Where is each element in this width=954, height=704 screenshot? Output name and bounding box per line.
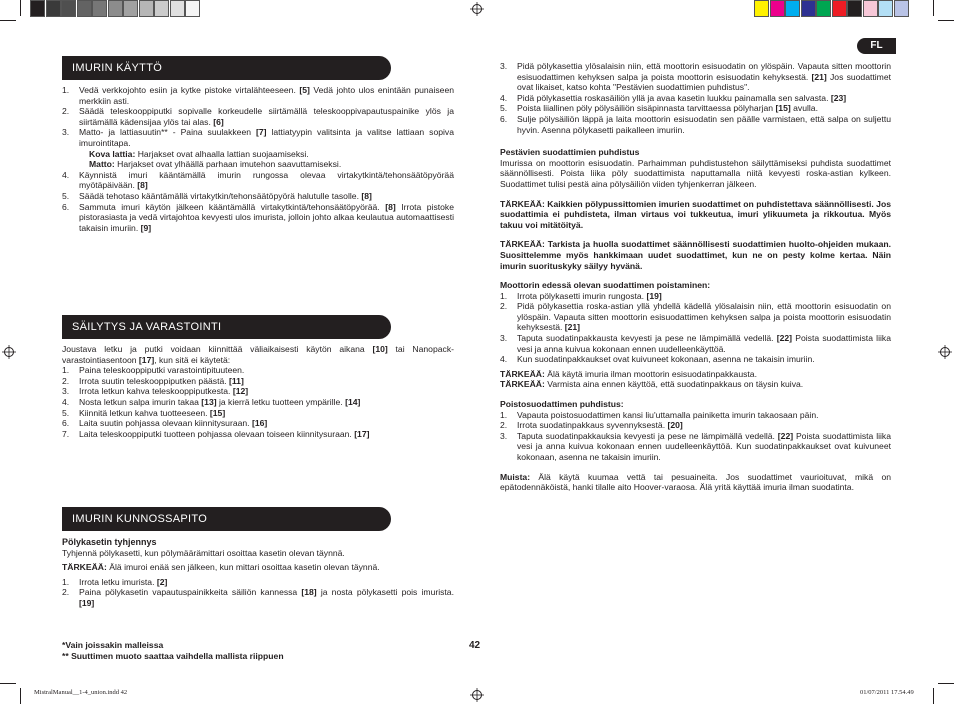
color-swatch bbox=[139, 0, 154, 17]
subheading: Moottorin edessä olevan suodattimen poistaminen: bbox=[500, 280, 711, 291]
usage-section bbox=[62, 85, 454, 233]
color-swatch bbox=[61, 0, 76, 17]
color-swatch bbox=[170, 0, 185, 17]
color-swatch bbox=[92, 0, 107, 17]
note-text: Muista: Älä käytä kuumaa vettä tai pesuaineita. Jos suodattimet vaurioituvat, mikä on epätodennäköistä, hanki tilalle aito Hoover-varaosa. Älä yritä käyttää imuria ilman suodatinta. bbox=[500, 471, 891, 493]
footnote: ** Suuttimen muoto saattaa vaihdella mallista riippuen bbox=[62, 650, 284, 661]
list-item: 4. Nosta letkun salpa imurin takaa [13] ja kierrä letku tuotteen ympärille. [14] bbox=[62, 396, 361, 407]
list-item: 1. Paina teleskooppiputki varastointipituuteen. bbox=[62, 365, 245, 376]
crop-mark bbox=[938, 20, 954, 21]
crop-mark bbox=[20, 688, 21, 704]
list-item: 5. Kiinnitä letkun kahva tuotteeseen. [15] bbox=[62, 407, 226, 418]
crop-mark bbox=[938, 683, 954, 684]
list-item: 2. Irrota suodatinpakkaus syvennyksestä. [20] bbox=[500, 420, 683, 431]
color-swatch bbox=[894, 0, 909, 17]
list-item: 2. Säädä teleskooppiputki sopivalle korkeudelle siirtämällä teleskooppivapautuspainike ylös ja siirtämällä kädensijaa ylös tai alas. [6] bbox=[62, 106, 454, 127]
color-swatch bbox=[30, 0, 45, 17]
color-swatch bbox=[754, 0, 769, 17]
list-item: 6. Sammuta imuri käytön jälkeen kääntämällä virtakytkintä/tehonsäätöpyörää. [8] Irrota pistoke pistorasiasta ja vedä virtajohtoa kevyesti ulos imurista, jolloin johto alkaa keulautua automaattisesti takaisin imuriin. [9] bbox=[62, 201, 455, 233]
section-header-maintenance: IMURIN KUNNOSSAPITO bbox=[62, 507, 391, 531]
section-header-storage: SÄILYTYS JA VARASTOINTI bbox=[62, 315, 391, 339]
footnotes bbox=[62, 640, 382, 661]
color-swatch bbox=[816, 0, 831, 17]
list-item: 3. Taputa suodatinpakkauksia kevyesti ja pese ne lämpimällä vedellä. [22] Poista suodattimista liika vesi ja anna kuivua kokonaan ennen uudelleenkäyttöä. Kun suodatinpakkaukset ovat kuivuneet kokonaan, asenna ne takaisin imuriin. bbox=[500, 430, 891, 462]
registration-mark-icon bbox=[470, 2, 484, 16]
list-item: 4. Pidä pölykasettia roskasäiliön yllä ja avaa kasetin luukku painamalla sen salvasta. [23] bbox=[500, 92, 847, 103]
crop-mark bbox=[933, 688, 934, 704]
color-swatch bbox=[863, 0, 878, 17]
important-text: TÄRKEÄÄ: Tarkista ja huolla suodattimet säännöllisesti suodattimien huolto-ohjeiden mukaan. Suosittelemme myös hankkimaan uudet suodattimet, kun ne on pesty kolme kertaa. Näin imurin suorituskyky säilyy hyvänä. bbox=[500, 239, 891, 271]
storage-section bbox=[62, 344, 454, 439]
intro-text: Joustava letku ja putki voidaan kiinnittää väliaikaisesti käytön aikana [10] tai Nanopack-varastointiasentoon [17], kun sitä ei käytetä: bbox=[62, 344, 454, 365]
color-swatch bbox=[108, 0, 123, 17]
date-slug: 01/07/2011 17.54.49 bbox=[860, 689, 914, 696]
crop-mark bbox=[933, 0, 934, 16]
sub-item: Matto: Harjakset ovat ylhäällä parhaan imutehon saavuttamiseksi. bbox=[89, 159, 342, 170]
crop-mark bbox=[20, 0, 21, 16]
list-item: 5. Säädä tehotaso kääntämällä virtakytkin/tehonsäätöpyörä halutulle tasolle. [8] bbox=[62, 190, 372, 201]
page-number: 42 bbox=[469, 640, 481, 651]
color-swatch bbox=[801, 0, 816, 17]
subheading: Pestävien suodattimien puhdistus bbox=[500, 147, 640, 158]
list-item: 3. Matto- ja lattiasuutin** - Paina suulakkeen [7] lattiatyypin valitsinta ja valitse lattiaan sopiva imurointitapa. bbox=[62, 127, 454, 148]
footnote: *Vain joissakin malleissa bbox=[62, 640, 164, 650]
right-column bbox=[500, 61, 891, 493]
color-swatch bbox=[878, 0, 893, 17]
crop-mark bbox=[0, 683, 16, 684]
list-item: 2. Irrota suutin teleskooppiputken päästä. [11] bbox=[62, 375, 244, 386]
color-swatch bbox=[46, 0, 61, 17]
list-item: 6. Laita suutin pohjassa olevaan kiinnitysuraan. [16] bbox=[62, 418, 268, 429]
color-swatch bbox=[154, 0, 169, 17]
important-text: TÄRKEÄÄ: Kaikkien pölypussittomien imurien suodattimet on puhdistettava säännöllisesti. Jos suodattimia ei puhdisteta, ilman virtaus voi tukkeutua, imuri ylikuumeta ja rikkoutua. Myös takuu voi mitätöityä. bbox=[500, 198, 891, 230]
color-swatch bbox=[77, 0, 92, 17]
color-swatch bbox=[785, 0, 800, 17]
subheading: Poistosuodattimen puhdistus: bbox=[500, 399, 624, 410]
color-swatch bbox=[847, 0, 862, 17]
list-item: 1. Irrota pölykasetti imurin rungosta. [19] bbox=[500, 290, 662, 301]
list-item: 2. Pidä pölykasettia roska-astian yllä yhdellä kädellä ylösalaisin niin, että moottorin esisuodatin on ylöspäin. Vapauta sitten moottorin esisuodattimen kehyksen salpa ja poista moottorin esisuodatin kehyksestä. [21] bbox=[500, 301, 891, 333]
color-swatch bbox=[185, 0, 200, 17]
list-item: 2. Paina pölykasetin vapautuspainikkeita säiliön kannessa [18] ja nosta pölykasetti pois imurista. [19] bbox=[62, 587, 454, 608]
list-item: 1. Irrota letku imurista. [2] bbox=[62, 576, 168, 587]
sub-item: Kova lattia: Harjakset ovat alhaalla lattian suojaamiseksi. bbox=[89, 148, 309, 159]
list-item: 3. Taputa suodatinpakkausta kevyesti ja pese ne lämpimällä vedellä. [22] Poista suodattimista liika vesi ja anna kuivua kokonaan ennen uudelleenkäyttöä. bbox=[500, 333, 891, 354]
list-item: 7. Laita teleskooppiputki tuotteen pohjassa olevaan toiseen kiinnitysuraan. [17] bbox=[62, 428, 370, 439]
list-item: 5. Poista liiallinen pöly pölysäiliön sisäpinnasta tarvittaessa pölyharjan [15] avulla. bbox=[500, 103, 818, 114]
warning-text: TÄRKEÄÄ: Älä imuroi enää sen jälkeen, kun mittari osoittaa kasetin olevan täynnä. bbox=[62, 562, 380, 573]
list-item: 1. Vedä verkkojohto esiin ja kytke pistoke virtalähteeseen. [5] Vedä johto ulos enintään punaiseen merkkiin asti. bbox=[62, 85, 454, 106]
subheading: Pölykasetin tyhjennys bbox=[62, 537, 157, 547]
body-text: Tyhjennä pölykasetti, kun pölymäärämittari osoittaa kasetin olevan täynnä. bbox=[62, 547, 345, 558]
list-item: 3. Pidä pölykasettia ylösalaisin niin, että moottorin esisuodatin on ylöspäin. Vapauta sitten moottorin esisuodattimen kehyksen salpa ja poista moottorin esisuodatin kehyksestä. [21] Jos suodattimet ovat likaiset, katso kohta "Pestävien suodattimien puhdistus". bbox=[500, 61, 891, 93]
registration-mark-icon bbox=[2, 345, 16, 359]
list-item: 1. Vapauta poistosuodattimen kansi liu'uttamalla painiketta imurin takaosaan päin. bbox=[500, 409, 819, 420]
color-swatch bbox=[832, 0, 847, 17]
list-item: 3. Irrota letkun kahva teleskooppiputkesta. [12] bbox=[62, 386, 249, 397]
body-text: Imurissa on moottorin esisuodatin. Parhaimman puhdistustehon säilyttämiseksi puhdista suodattimet säännöllisesti. Poista liika pöly suodattimista naputtamalla niitä kevyesti roska-astian kylkeen. Suodattimet tulisi pestä aina pölysäiliön viiden tyhjenkerran jälkeen. bbox=[500, 157, 891, 189]
section-header-usage: IMURIN KÄYTTÖ bbox=[62, 56, 391, 80]
language-badge: FL bbox=[857, 38, 896, 54]
maintenance-section bbox=[62, 537, 454, 609]
registration-mark-icon bbox=[470, 688, 484, 702]
warning-text: TÄRKEÄÄ: Älä käytä imuria ilman moottorin esisuodatinpakkausta. bbox=[500, 368, 757, 379]
file-slug: MistralManual__1-4_union.indd 42 bbox=[34, 689, 128, 696]
list-item: 4. Kun suodatinpakkaukset ovat kuivuneet kokonaan, asenna ne takaisin imuriin. bbox=[500, 354, 815, 365]
crop-mark bbox=[0, 20, 16, 21]
list-item: 4. Käynnistä imuri kääntämällä imurin rungossa olevaa virtakytkintä/tehonsäätöpyörää myötäpäivään. [8] bbox=[62, 169, 454, 191]
color-swatch bbox=[770, 0, 785, 17]
registration-mark-icon bbox=[938, 345, 952, 359]
color-swatch bbox=[123, 0, 138, 17]
warning-text: TÄRKEÄÄ: Varmista aina ennen käyttöä, että suodatinpakkaus on täysin kuiva. bbox=[500, 379, 804, 390]
list-item: 6. Sulje pölysäiliön läppä ja laita moottorin esisuodatin sen päälle varmistaen, että salpa on suljettu hyvin. Asenna pölykasetti paikalleen imuriin. bbox=[500, 113, 891, 135]
